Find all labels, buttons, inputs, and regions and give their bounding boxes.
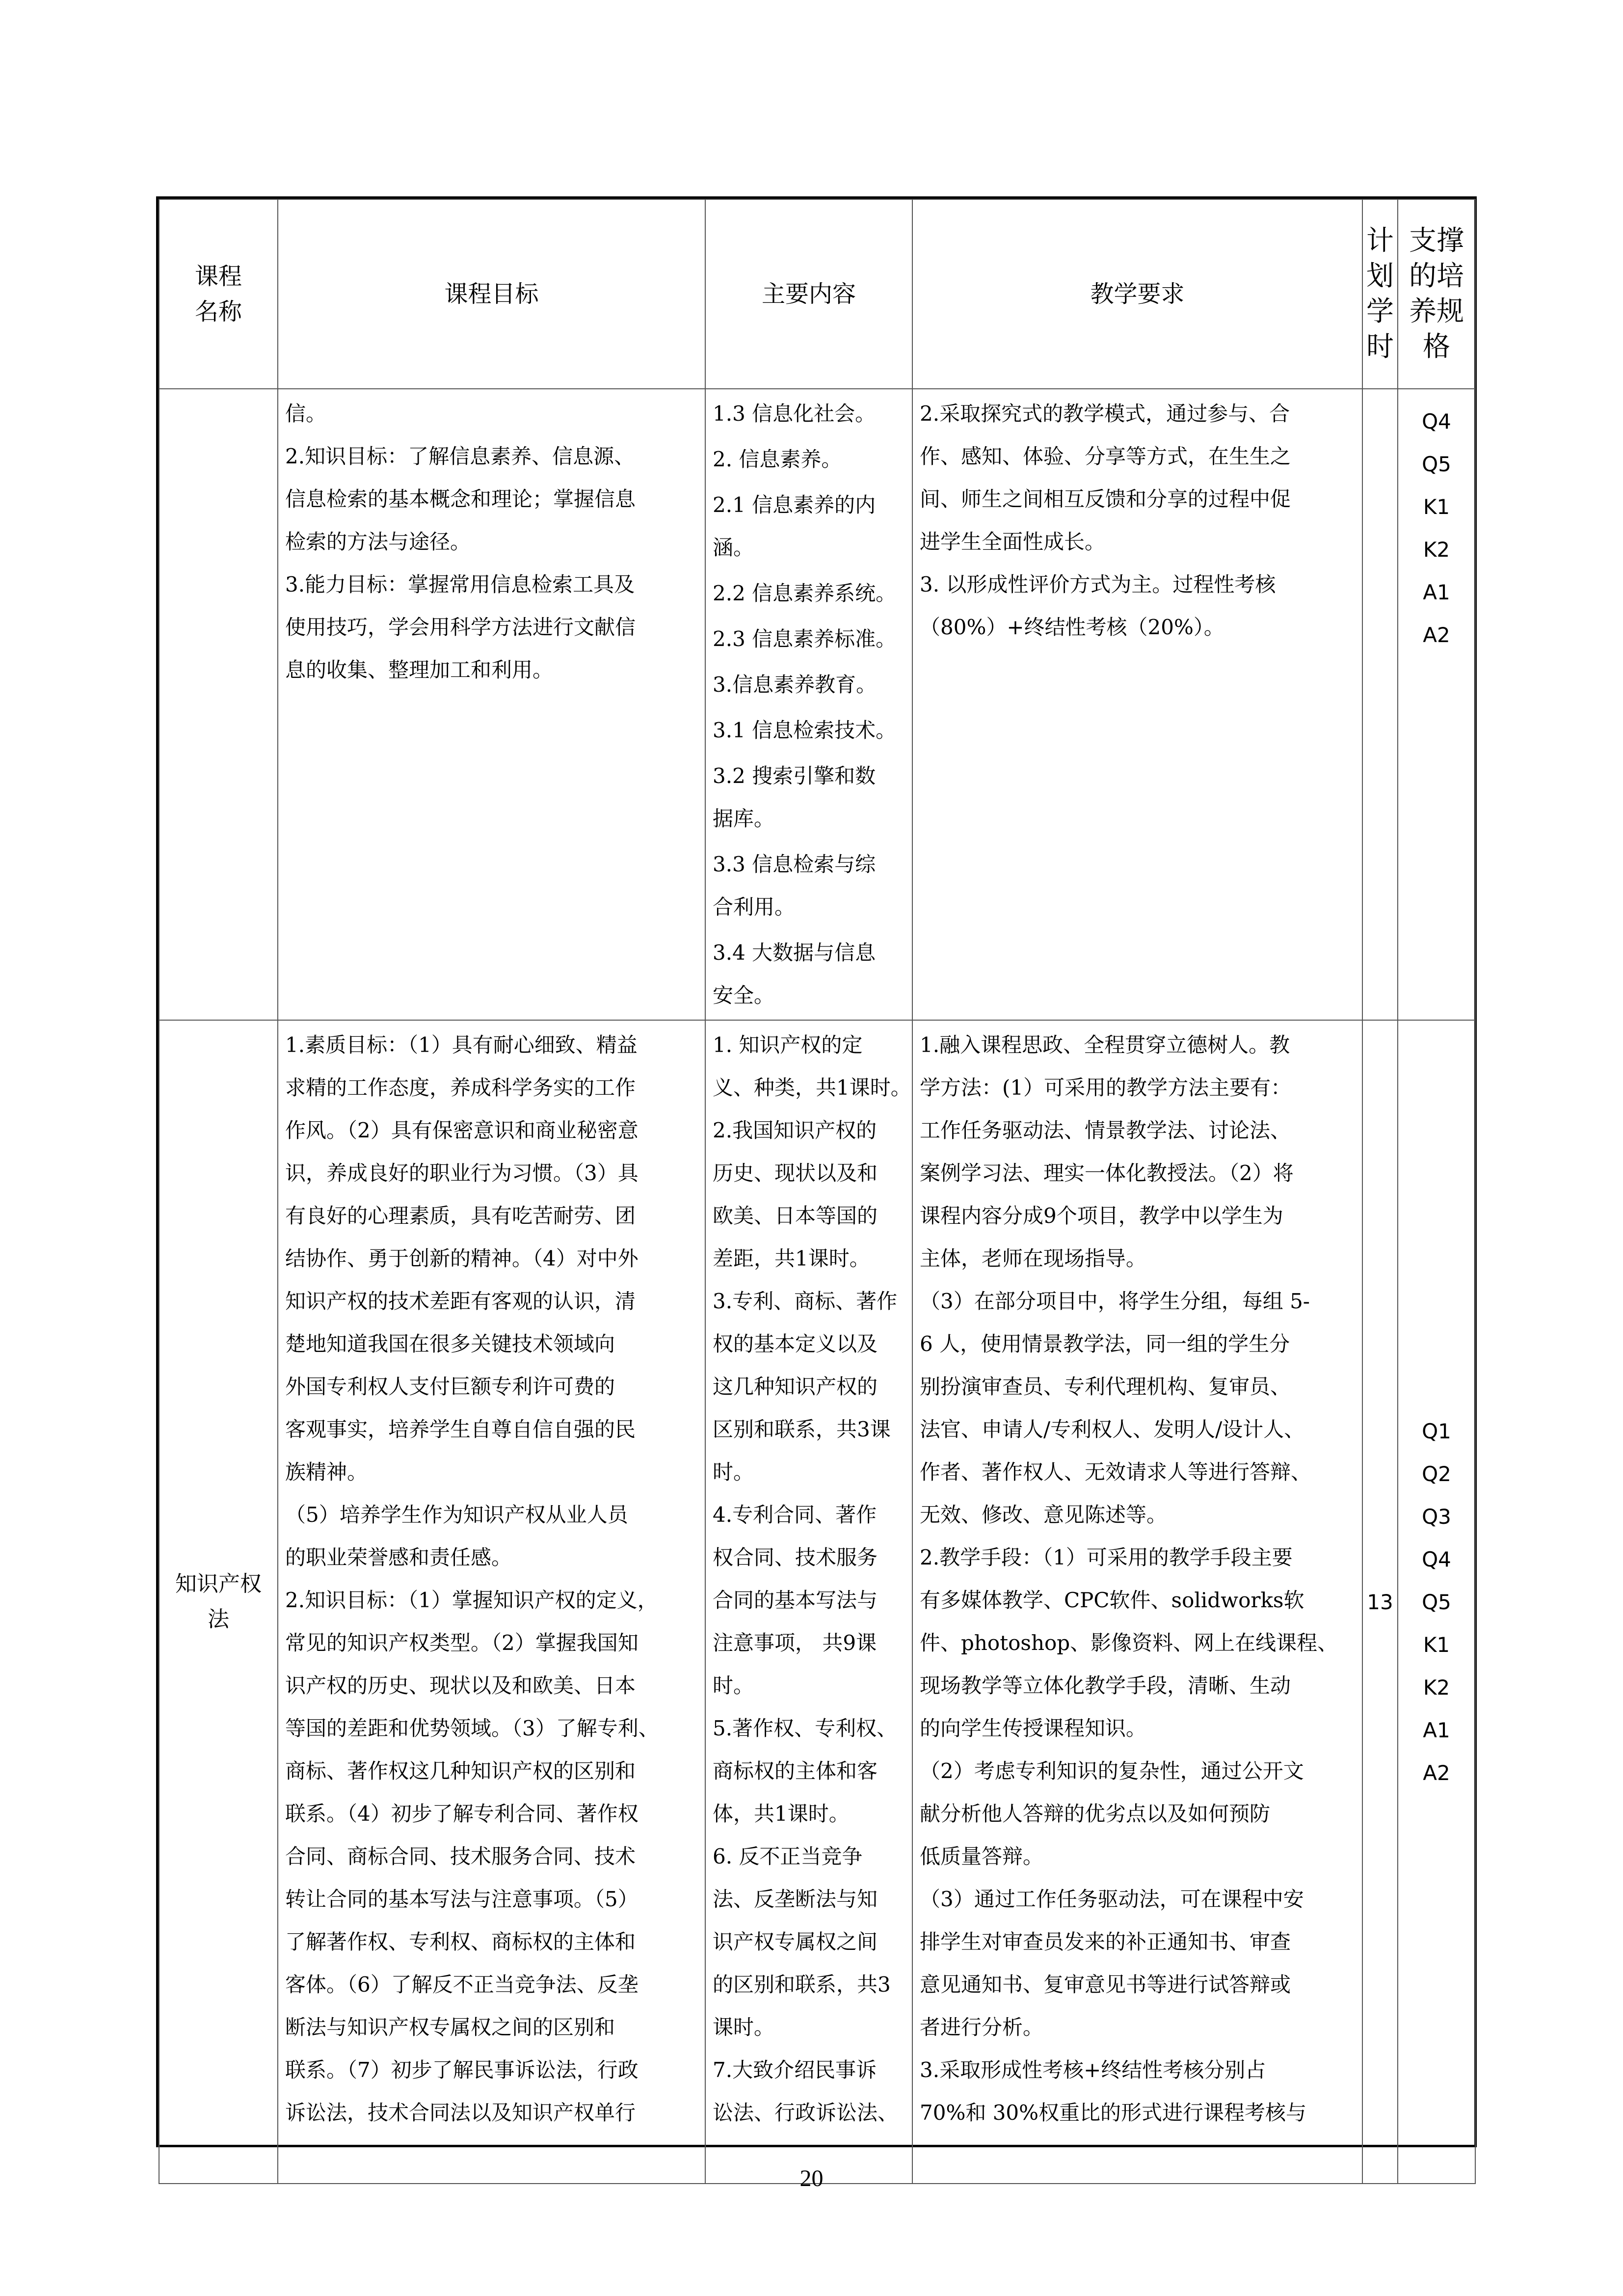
requirement-text-line: （80%）+终结性考核（20%）。 [920, 615, 1224, 639]
goal-text-line: 信息检索的基本概念和理论；掌握信息 [285, 487, 636, 511]
spec-code: K2 [1423, 538, 1450, 562]
header-text-line: 学 [1366, 296, 1394, 327]
header-text-line: 的培 [1409, 260, 1464, 292]
content-text-line: 识产权专属权之间 [713, 1930, 878, 1954]
goal-text-line: 等国的差距和优势领域。（3）了解专利、 [285, 1716, 659, 1740]
requirement-text-line: 排学生对审查员发来的补正通知书、审查 [920, 1930, 1291, 1954]
requirement-text-line: 无效、修改、意见陈述等。 [920, 1503, 1168, 1527]
goal-text-line: 检索的方法与途径。 [285, 530, 471, 554]
header-text-line: 支撑 [1409, 225, 1464, 257]
content-text-line: 讼法、行政诉讼法、 [713, 2101, 899, 2125]
header-planned-hours [1362, 199, 1398, 389]
goal-text-line: 了解著作权、专利权、商标权的主体和 [285, 1930, 636, 1954]
requirement-text-line: 工作任务驱动法、情景教学法、讨论法、 [920, 1118, 1291, 1142]
goal-text-line: 常见的知识产权类型。（2）掌握我国知 [285, 1631, 639, 1655]
goal-text-line: 结协作、勇于创新的精神。（4）对中外 [285, 1246, 639, 1270]
requirement-text-line: 6 人，使用情景教学法，同一组的学生分 [920, 1332, 1290, 1356]
requirement-text-line: 件、photoshop、影像资料、网上在线课程、 [920, 1631, 1338, 1655]
header-row [159, 199, 1475, 389]
requirement-text-line: 法官、申请人/专利权人、发明人/设计人、 [920, 1417, 1305, 1441]
goal-text-line: 族精神。 [285, 1460, 368, 1484]
header-main-content: 主要内容 [705, 199, 912, 389]
goal-text-line: 转让合同的基本写法与注意事项。（5） [285, 1887, 639, 1911]
spec-code: Q4 [1422, 1547, 1451, 1571]
content-item [713, 931, 905, 1017]
goal-text-line: 商标、著作权这几种知识产权的区别和 [285, 1759, 636, 1783]
content-item [713, 618, 905, 660]
header-supported-specs [1398, 199, 1475, 389]
course-name-cell [159, 1020, 278, 2184]
header-text-line: 名称 [194, 298, 242, 325]
goal-text-line: 客体。（6）了解反不正当竞争法、反垄 [285, 1972, 639, 1997]
requirement-text-line: 的向学生传授课程知识。 [920, 1716, 1147, 1740]
header-text-line: 课程 [194, 263, 242, 290]
content-text-line: 权的基本定义以及 [713, 1332, 878, 1356]
requirement-text-line: 作者、著作权人、无效请求人等进行答辩、 [920, 1460, 1312, 1484]
spec-code: K2 [1423, 1675, 1450, 1700]
goal-text-line: 信。 [285, 402, 327, 426]
spec-code: A1 [1423, 580, 1450, 604]
content-text-line: 法、反垄断法与知 [713, 1887, 878, 1911]
spec-code: Q5 [1422, 452, 1451, 476]
content-text-line: 合利用。 [713, 895, 796, 919]
content-item [713, 392, 905, 435]
goal-text-line: 识产权的历史、现状以及和欧美、日本 [285, 1674, 636, 1698]
goal-text-line: 2.知识目标：（1）掌握知识产权的定义， [285, 1588, 658, 1612]
content-item [713, 484, 905, 569]
content-text-line: 2.3 信息素养标准。 [713, 627, 897, 651]
content-text-line: 4.专利合同、著作 [713, 1503, 877, 1527]
course-goal-cell [278, 1020, 705, 2184]
goal-text-line: （5）培养学生作为知识产权从业人员 [285, 1503, 628, 1527]
requirement-text-line: 2.教学手段：（1）可采用的教学手段主要 [920, 1545, 1293, 1569]
goal-text-line: 联系。（4）初步了解专利合同、著作权 [285, 1802, 639, 1826]
goal-text-line: 楚地知道我国在很多关键技术领域向 [285, 1332, 615, 1356]
content-text-line: 区别和联系，共3课 [713, 1417, 891, 1441]
content-text-line: 的区别和联系，共3 [713, 1972, 891, 1997]
requirement-text-line: 3. 以形成性评价方式为主。过程性考核 [920, 572, 1276, 596]
goal-text-line: 联系。（7）初步了解民事诉讼法，行政 [285, 2058, 639, 2082]
content-text-line: 权合同、技术服务 [713, 1545, 878, 1569]
content-text-line: 时。 [713, 1460, 754, 1484]
content-text-line: 3.信息素养教育。 [713, 673, 877, 697]
main-content-cell [705, 389, 912, 1020]
goal-text-line: 合同、商标合同、技术服务合同、技术 [285, 1844, 636, 1868]
goal-text-line: 外国专利权人支付巨额专利许可费的 [285, 1375, 615, 1399]
main-content-cell [705, 1020, 912, 2184]
content-text-line: 据库。 [713, 807, 775, 831]
spec-code: Q2 [1422, 1461, 1451, 1486]
content-item [713, 572, 905, 615]
requirement-text-line: 课程内容分成9个项目，教学中以学生为 [920, 1204, 1283, 1228]
goal-text-line: 知识产权的技术差距有客观的认识，清 [285, 1289, 636, 1313]
content-text-line: 时。 [713, 1674, 754, 1698]
course-goal-cell [278, 389, 705, 1020]
requirement-text-line: 主体，老师在现场指导。 [920, 1246, 1147, 1270]
table-row [159, 1020, 1475, 2184]
content-text-line: 7.大致介绍民事诉 [713, 2058, 877, 2082]
course-name-cell [159, 389, 278, 1020]
content-text-line: 差距，共1课时。 [713, 1246, 870, 1270]
requirement-text-line: 低质量答辩。 [920, 1844, 1044, 1868]
requirement-text-line: （3）在部分项目中，将学生分组，每组 5- [920, 1289, 1310, 1313]
content-item [713, 709, 905, 752]
requirement-text-line: 案例学习法、理实一体化教授法。（2）将 [920, 1161, 1294, 1185]
goal-text-line: 识，养成良好的职业行为习惯。（3）具 [285, 1161, 639, 1185]
goal-text-line: 使用技巧，学会用科学方法进行文献信 [285, 615, 636, 639]
goal-text-line: 的职业荣誉感和责任感。 [285, 1545, 512, 1569]
spec-code: A2 [1423, 623, 1450, 647]
requirement-text-line: 别扮演审查员、专利代理机构、复审员、 [920, 1375, 1291, 1399]
goal-text-line: 有良好的心理素质，具有吃苦耐劳、团 [285, 1204, 636, 1228]
content-text-line: 2.2 信息素养系统。 [713, 581, 897, 605]
course-name-line: 法 [208, 1607, 229, 1632]
content-text-line: 2. 信息素养。 [713, 447, 842, 471]
content-item [713, 755, 905, 840]
table-row [159, 389, 1475, 1020]
supported-specs-cell [1398, 389, 1475, 1020]
content-text-line: 3.1 信息检索技术。 [713, 718, 897, 742]
goal-text-line: 1.素质目标：（1）具有耐心细致、精益 [285, 1033, 638, 1057]
header-course-name [159, 199, 278, 389]
goal-text-line: 2.知识目标：了解信息素养、信息源、 [285, 444, 635, 468]
spec-code: K1 [1423, 495, 1450, 519]
spec-code: Q4 [1422, 409, 1451, 433]
content-text-line: 欧美、日本等国的 [713, 1204, 878, 1228]
requirement-text-line: 学方法：(1）可采用的教学方法主要有： [920, 1076, 1292, 1100]
header-teaching-requirements: 教学要求 [912, 199, 1362, 389]
content-text-line: 1.3 信息化社会。 [713, 402, 876, 426]
requirement-text-line: 者进行分析。 [920, 2015, 1044, 2039]
header-course-goal: 课程目标 [278, 199, 705, 389]
content-text-line: 3.4 大数据与信息 [713, 941, 876, 965]
content-text-line: 3.专利、商标、著作 [713, 1289, 898, 1313]
content-text-line: 体，共1课时。 [713, 1802, 850, 1826]
page-number: 20 [799, 2165, 824, 2191]
requirement-text-line: 70%和 30%权重比的形式进行课程考核与 [920, 2101, 1307, 2125]
content-item [713, 438, 905, 481]
goal-text-line: 作风。（2）具有保密意识和商业秘密意 [285, 1118, 639, 1142]
goal-text-line: 诉讼法，技术合同法以及知识产权单行 [285, 2101, 636, 2125]
header-text-line: 养规 [1409, 296, 1464, 327]
planned-hours-cell: 13 [1362, 1020, 1398, 2184]
supported-specs-cell [1398, 1020, 1475, 2184]
content-text-line: 这几种知识产权的 [713, 1375, 878, 1399]
requirement-text-line: 2.采取探究式的教学模式，通过参与、合 [920, 402, 1290, 426]
header-text-line: 划 [1366, 260, 1394, 292]
requirement-text-line: （3）通过工作任务驱动法，可在课程中安 [920, 1887, 1304, 1911]
content-text-line: 安全。 [713, 983, 775, 1007]
content-text-line: 合同的基本写法与 [713, 1588, 878, 1612]
header-text-line: 计 [1366, 225, 1394, 257]
content-text-line: 义、种类，共1课时。 [713, 1076, 911, 1100]
content-text-line: 3.2 搜索引擎和数 [713, 764, 876, 788]
content-text-line: 1. 知识产权的定 [713, 1033, 863, 1057]
content-text-line: 课时。 [713, 2015, 775, 2039]
goal-text-line: 求精的工作态度，养成科学务实的工作 [285, 1076, 636, 1100]
curriculum-table [159, 199, 1476, 2184]
requirement-text-line: 现场教学等立体化教学手段，清晰、生动 [920, 1674, 1291, 1698]
requirement-text-line: 间、师生之间相互反馈和分享的过程中促 [920, 487, 1291, 511]
goal-text-line: 3.能力目标：掌握常用信息检索工具及 [285, 572, 635, 596]
planned-hours-cell [1362, 389, 1398, 1020]
content-text-line: 商标权的主体和客 [713, 1759, 878, 1783]
spec-code: Q1 [1422, 1419, 1451, 1443]
goal-text-line: 断法与知识产权专属权之间的区别和 [285, 2015, 615, 2039]
requirement-text-line: 1.融入课程思政、全程贯穿立德树人。教 [920, 1033, 1290, 1057]
spec-code: Q3 [1422, 1504, 1451, 1529]
requirement-text-line: 献分析他人答辩的优劣点以及如何预防 [920, 1802, 1271, 1826]
content-text-line: 涵。 [713, 536, 754, 560]
requirement-text-line: 3.采取形成性考核+终结性考核分别占 [920, 2058, 1266, 2082]
goal-text-line: 客观事实，培养学生自尊自信自强的民 [285, 1417, 636, 1441]
header-text-line: 格 [1423, 331, 1450, 363]
curriculum-table-frame [156, 196, 1477, 2147]
spec-code: A2 [1423, 1760, 1450, 1785]
requirement-text-line: 意见通知书、复审意见书等进行试答辩或 [920, 1972, 1291, 1997]
content-text-line: 5.著作权、专利权、 [713, 1716, 898, 1740]
requirement-text-line: 作、感知、体验、分享等方式，在生生之 [920, 444, 1291, 468]
content-item [713, 663, 905, 706]
teaching-requirements-cell [912, 1020, 1362, 2184]
content-text-line: 2.1 信息素养的内 [713, 493, 876, 517]
requirement-text-line: （2）考虑专利知识的复杂性，通过公开文 [920, 1759, 1304, 1783]
content-text-line: 历史、现状以及和 [713, 1161, 878, 1185]
content-item [713, 843, 905, 928]
teaching-requirements-cell [912, 389, 1362, 1020]
content-text-line: 6. 反不正当竞争 [713, 1844, 863, 1868]
content-text-line: 2.我国知识产权的 [713, 1118, 877, 1142]
goal-text-line: 息的收集、整理加工和利用。 [285, 658, 554, 682]
requirement-text-line: 有多媒体教学、CPC软件、solidworks软 [920, 1588, 1304, 1612]
spec-code: K1 [1423, 1632, 1450, 1657]
content-text-line: 3.3 信息检索与综 [713, 852, 876, 876]
spec-code: Q5 [1422, 1590, 1451, 1614]
spec-code: A1 [1423, 1718, 1450, 1742]
content-text-line: 注意事项， 共9课 [713, 1631, 877, 1655]
course-name-line: 知识产权 [175, 1571, 262, 1596]
requirement-text-line: 进学生全面性成长。 [920, 530, 1106, 554]
header-text-line: 时 [1366, 331, 1394, 363]
